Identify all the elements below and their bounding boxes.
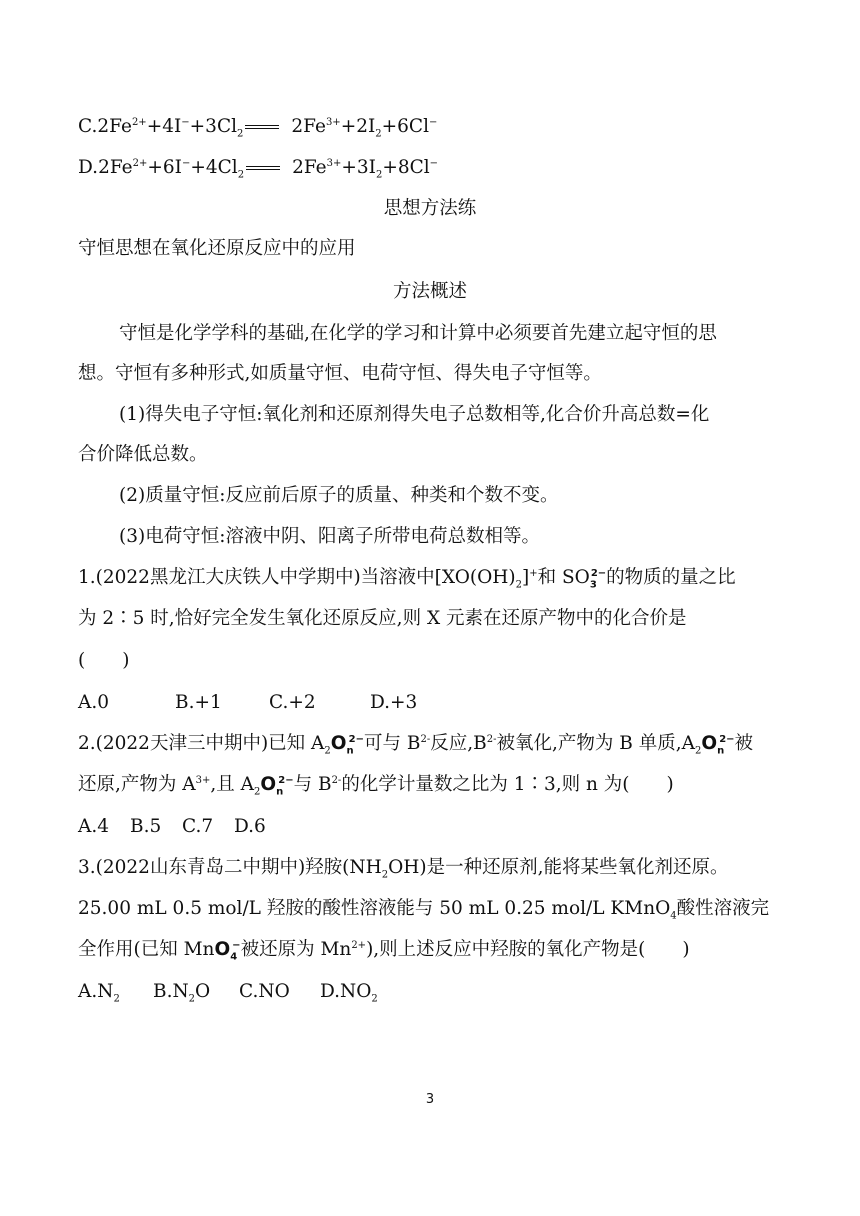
ion-sub: 3: [589, 579, 597, 591]
option-label: C.: [78, 116, 98, 137]
paragraph-line: 守恒是化学学科的基础,在化学的学习和计算中必须要首先建立起守恒的思: [119, 323, 717, 344]
eq-term: 2Fe: [98, 157, 133, 178]
q2-option-a[interactable]: A.4: [78, 816, 110, 837]
ion-sup: 2−: [348, 733, 364, 745]
q2-sup: 2-: [486, 733, 497, 745]
section-heading: 思想方法练: [383, 198, 477, 219]
oxoanion: [330, 733, 364, 757]
eq-term: 2Fe: [292, 157, 327, 178]
q1-line2: 为 2∶5 时,恰好完全发生氧化还原反应,则 X 元素在还原产物中的化合价是: [78, 608, 687, 629]
q3-text: ),则上述反应中羟胺的氧化产物是( ): [366, 939, 690, 960]
option-sub: 2: [188, 993, 196, 1005]
option-text: A.N: [78, 981, 114, 1002]
q3-sub: 4: [670, 910, 677, 922]
q2-text: 反应,B: [430, 733, 487, 754]
eq-term: +3I: [341, 157, 376, 178]
q1-option-d[interactable]: D.+3: [370, 692, 418, 713]
eq-term: +4I: [146, 116, 182, 137]
rule-item-3: (3)电荷守恒:溶液中阴、阳离子所带电荷总数相等。: [119, 526, 540, 547]
q3-text: 25.00 mL 0.5 mol/L 羟胺的酸性溶液能与 50 mL 0.25 mol/L KMnO: [78, 898, 671, 919]
option-label: D.: [78, 157, 99, 178]
q3-text: 全作用(已知 Mn: [78, 939, 215, 960]
q2-sub: 2: [694, 745, 702, 757]
eq-sub: 2: [237, 169, 245, 181]
ion-sub: 4: [230, 951, 238, 963]
paragraph-line: 想。守恒有多种形式,如质量守恒、电荷守恒、得失电子守恒等。: [78, 363, 602, 384]
q1-sub: 2: [515, 579, 523, 591]
q2-text: ,且 A: [210, 774, 254, 795]
option-text: D.NO: [320, 981, 372, 1002]
option-text: B.N: [153, 981, 189, 1002]
permanganate-ion: [214, 939, 241, 963]
option-text: C.NO: [239, 981, 290, 1002]
q1-text: 1.(2022黑龙江大庆铁人中学期中)当溶液中[XO(OH): [78, 567, 516, 588]
q1-text: 和 SO: [537, 567, 590, 588]
q3-text: 3.(2022山东青岛二中期中)羟胺(NH: [78, 857, 382, 878]
q3-text: OH)是一种还原剂,能将某些氧化剂还原。: [388, 857, 729, 878]
q2-text: 还原,产物为 A: [78, 774, 196, 795]
q2-options: [78, 818, 266, 837]
ion-symbol: O: [214, 939, 231, 960]
q1-text: 的物质的量之比: [606, 567, 736, 588]
eq-sub: 2: [375, 169, 383, 181]
q2-line1: [78, 733, 754, 757]
q2-option-b[interactable]: B.5: [130, 816, 162, 837]
option-sub: 2: [371, 993, 378, 1005]
equals-arrow-icon: [246, 166, 280, 170]
eq-sup: −: [429, 157, 439, 169]
q2-sup: 2-: [420, 733, 431, 745]
equals-arrow-icon: [245, 125, 279, 129]
sulfite-ion: [589, 567, 607, 591]
q2-text: 被: [734, 733, 754, 754]
ion-sup: 2−: [719, 733, 735, 745]
q2-text: 2.(2022天津三中期中)已知 A: [78, 733, 325, 754]
q2-option-c[interactable]: C.7: [182, 816, 214, 837]
ion-sup: −: [232, 939, 241, 951]
q3-text: 酸性溶液完: [676, 898, 770, 919]
eq-term: +4Cl: [190, 157, 238, 178]
eq-term: +8Cl: [382, 157, 430, 178]
eq-sup: −: [181, 116, 190, 128]
q3-sup: 2+: [351, 939, 367, 951]
rule-item-2: (2)质量守恒:反应前后原子的质量、种类和个数不变。: [119, 485, 559, 506]
eq-sup: 2+: [131, 116, 147, 128]
section-subtitle: 守恒思想在氧化还原反应中的应用: [78, 238, 356, 259]
eq-term: +6Cl: [381, 116, 429, 137]
q2-sup: 3+: [195, 774, 211, 786]
q3-text: 被还原为 Mn: [240, 939, 352, 960]
overview-title: 方法概述: [392, 281, 467, 302]
ion-sub: n: [276, 786, 284, 798]
eq-sup: −: [429, 116, 438, 128]
q1-options: [78, 694, 417, 713]
rule-item-1-cont: 合价降低总数。: [78, 444, 208, 465]
q1-line1: [78, 567, 736, 591]
q2-text: 与 B: [293, 774, 332, 795]
ion-sub: n: [717, 745, 725, 757]
option-text: O: [195, 981, 211, 1002]
ion-symbol: O: [701, 733, 718, 754]
q2-option-d[interactable]: D.6: [234, 816, 266, 837]
q2-text: 的化学计量数之比为 1∶3,则 n 为( ): [341, 774, 674, 795]
eq-term: 2Fe: [97, 116, 132, 137]
eq-sub: 2: [375, 128, 382, 140]
q2-sub: 2: [254, 786, 261, 798]
ion-sup: 2−: [278, 774, 294, 786]
ion-sup: 2−: [590, 567, 607, 579]
eq-term: +6I: [147, 157, 182, 178]
eq-sub: 2: [237, 128, 244, 140]
q1-line3: ( ): [78, 650, 130, 671]
ion-symbol: O: [260, 774, 277, 795]
q2-sub: 2: [324, 745, 331, 757]
eq-sup: 2+: [132, 157, 148, 169]
eq-sup: 3+: [326, 157, 342, 169]
q2-line2: [78, 774, 674, 798]
q2-sup: 2-: [331, 774, 342, 786]
ion-symbol: O: [330, 733, 347, 754]
option-sub: 2: [113, 993, 120, 1005]
eq-sup: 3+: [325, 116, 341, 128]
q3-options: [78, 981, 378, 1005]
q3-option-a[interactable]: [78, 981, 153, 1005]
q1-option-a[interactable]: A.0: [78, 692, 110, 713]
q3-sub: 2: [381, 869, 389, 881]
option-c-equation: [78, 116, 438, 140]
q2-text: 被氧化,产物为 B 单质,A: [496, 733, 695, 754]
eq-sup: −: [181, 157, 191, 169]
rule-item-1: (1)得失电子守恒:氧化剂和还原剂得失电子总数相等,化合价升高总数=化: [119, 404, 710, 425]
q3-option-c[interactable]: [239, 983, 320, 1002]
q3-option-b[interactable]: [153, 981, 239, 1005]
eq-term: +3Cl: [189, 116, 238, 137]
eq-term: +2I: [340, 116, 376, 137]
page-number: 3: [425, 1092, 435, 1107]
q1-option-b[interactable]: B.+1: [175, 692, 222, 713]
q1-sup: +: [529, 567, 538, 579]
oxoanion: [260, 774, 294, 798]
q1-text: ]: [522, 567, 530, 588]
oxoanion: [701, 733, 735, 757]
q2-text: 可与 B: [364, 733, 421, 754]
q3-line3: [78, 939, 690, 963]
q3-line2: [78, 898, 770, 922]
option-d-equation: [78, 157, 439, 181]
eq-term: 2Fe: [291, 116, 326, 137]
ion-sub: n: [346, 745, 354, 757]
q1-option-c[interactable]: C.+2: [269, 692, 316, 713]
q3-option-d[interactable]: [320, 981, 378, 1005]
q3-line1: [78, 857, 729, 881]
